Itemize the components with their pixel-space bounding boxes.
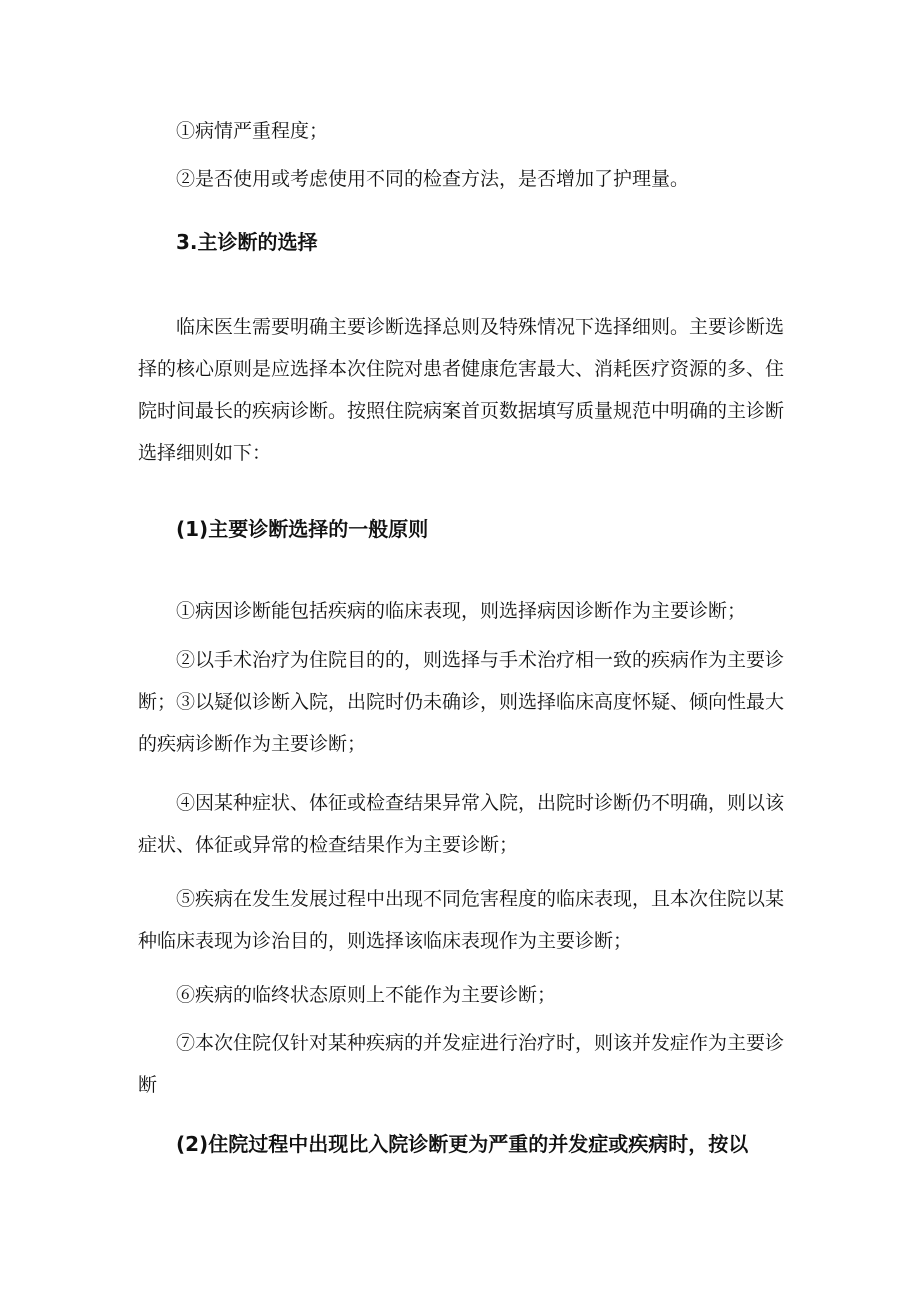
subheading-complication-rule: (2)住院过程中出现比入院诊断更为严重的并发症或疾病时，按以 <box>176 1132 749 1156</box>
paragraph-rule-4: ④因某种症状、体征或检查结果异常入院，出院时诊断仍不明确，则以该症状、体征或异常的检查结果作为主要诊断； <box>138 792 785 856</box>
paragraph-examination: ②是否使用或考虑使用不同的检查方法，是否增加了护理量。 <box>176 168 690 190</box>
paragraph-rule-5: ⑤疾病在发生发展过程中出现不同危害程度的临床表现，且本次住院以某种临床表现为诊治目的，则选择该临床表现作为主要诊断； <box>138 888 785 952</box>
paragraph-main-diagnosis-principles: 临床医生需要明确主要诊断选择总则及特殊情况下选择细则。主要诊断选择的核心原则是应选择本次住院对患者健康危害最大、消耗医疗资源的多、住院时间最长的疾病诊断。按照住院病案首页数据填写质量规范中明确的主诊断选择细则如下： <box>138 316 785 464</box>
paragraph-severity: ①病情严重程度； <box>176 120 329 142</box>
section-heading-main-diagnosis: 3.主诊断的选择 <box>176 230 318 254</box>
paragraph-rule-7: ⑦本次住院仅针对某种疾病的并发症进行治疗时，则该并发症作为主要诊断 <box>138 1032 785 1096</box>
paragraph-rule-2-3: ②以手术治疗为住院目的的，则选择与手术治疗相一致的疾病作为主要诊断；③以疑似诊断入院，出院时仍未确诊，则选择临床高度怀疑、倾向性最大的疾病诊断作为主要诊断； <box>138 649 785 755</box>
subheading-general-principles: (1)主要诊断选择的一般原则 <box>176 517 429 541</box>
paragraph-rule-6: ⑥疾病的临终状态原则上不能作为主要诊断； <box>176 984 557 1006</box>
paragraph-rule-1: ①病因诊断能包括疾病的临床表现，则选择病因诊断作为主要诊断； <box>176 600 747 622</box>
